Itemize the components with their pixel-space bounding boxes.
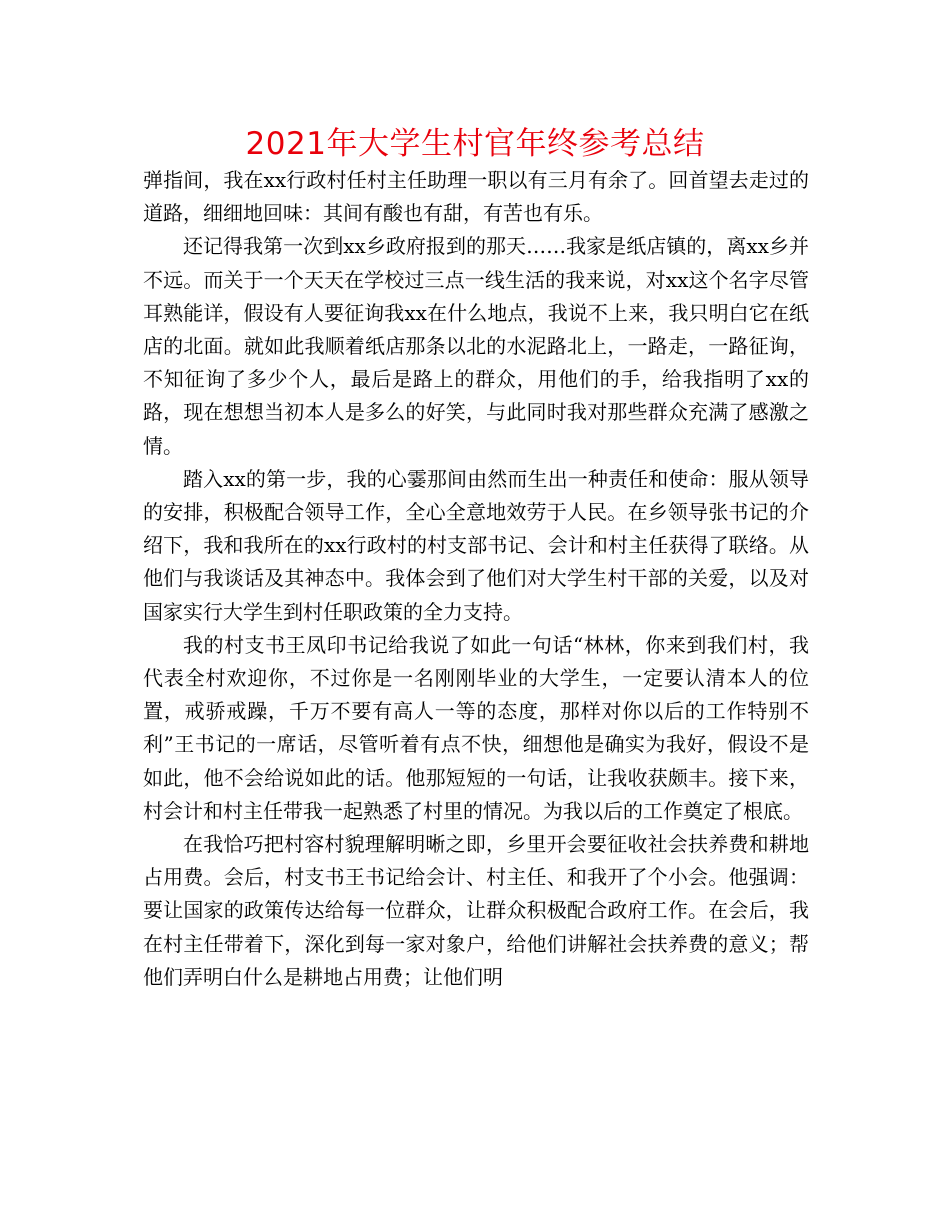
paragraph: 弹指间，我在xx行政村任村主任助理一职以有三月有余了。回首望去走过的道路，细细地回味：其间有酸也有甜，有苦也有乐。 [143, 168, 809, 226]
document-title: 2021年大学生村官年终参考总结 [245, 126, 705, 162]
paragraph: 踏入xx的第一步，我的心霎那间由然而生出一种责任和使命：服从领导的安排，积极配合领导工作，全心全意地效劳于人民。在乡领导张书记的介绍下，我和我所在的xx行政村的村支部书记、会计和村主任获得了联络。从他们与我谈话及其神态中。我体会到了他们对大学生村干部的关爱，以及对国家实行大学生到村任职政策的全力支持。 [143, 466, 809, 624]
paragraph: 在我恰巧把村容村貌理解明晰之即，乡里开会要征收社会扶养费和耕地占用费。会后，村支书王书记给会计、村主任、和我开了个小会。他强调：要让国家的政策传达给每一位群众，让群众积极配合政府工作。在会后，我在村主任带着下，深化到每一家对象户，给他们讲解社会扶养费的意义；帮他们弄明白什么是耕地占用费；让他们明 [143, 832, 809, 989]
document-body [143, 164, 809, 994]
paragraph: 我的村支书王凤印书记给我说了如此一句话“林林，你来到我们村，我代表全村欢迎你，不过你是一名刚刚毕业的大学生，一定要认清本人的位置，戒骄戒躁，千万不要有高人一等的态度，那样对你以后的工作特别不利”王书记的一席话，尽管听着有点不快，细想他是确实为我好，假设不是如此，他不会给说如此的话。他那短短的一句话，让我收获颇丰。接下来，村会计和村主任带我一起熟悉了村里的情况。为我以后的工作奠定了根底。 [143, 632, 809, 823]
paragraph: 还记得我第一次到xx乡政府报到的那天……我家是纸店镇的，离xx乡并不远。而关于一个天天在学校过三点一线生活的我来说，对xx这个名字尽管耳熟能详，假设有人要征询我xx在什么地点，我说不上来，我只明白它在纸店的北面。就如此我顺着纸店那条以北的水泥路北上，一路走，一路征询，不知征询了多少个人，最后是路上的群众，用他们的手，给我指明了xx的路，现在想想当初本人是多么的好笑，与此同时我对那些群众充满了感激之情。 [143, 234, 809, 458]
